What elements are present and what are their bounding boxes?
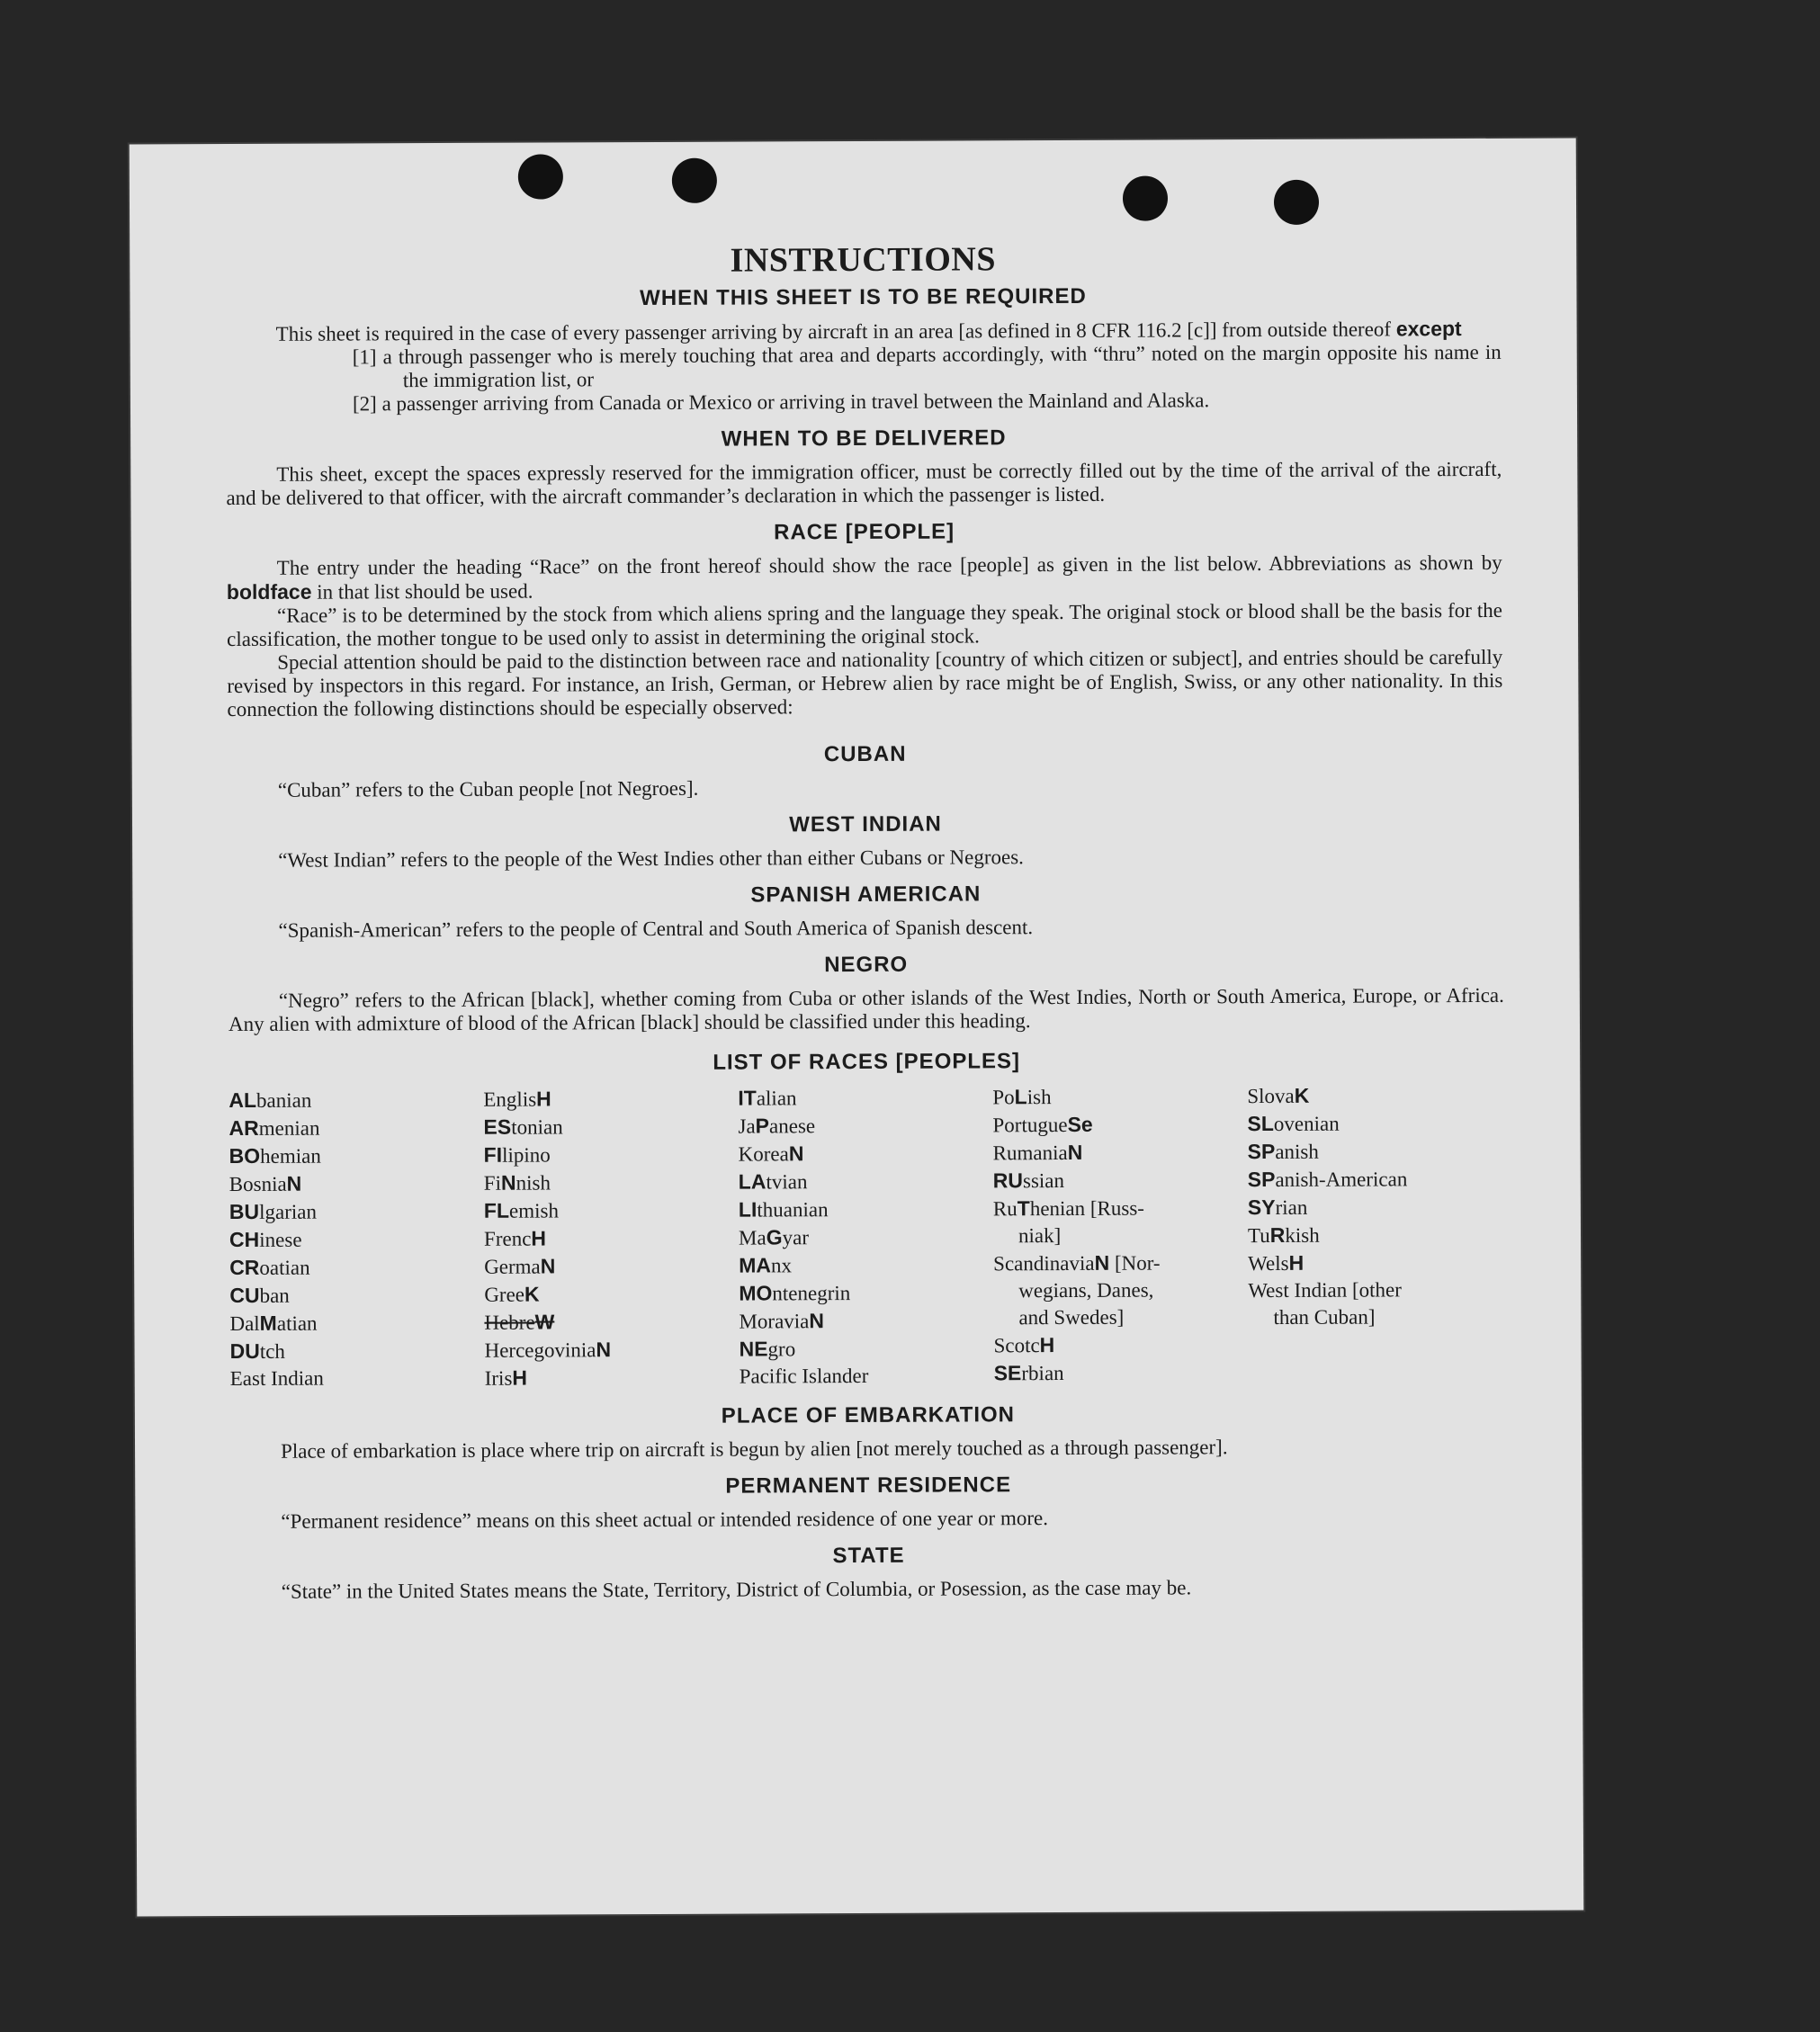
section-heading: WHEN THIS SHEET IS TO BE REQUIRED <box>640 283 1087 311</box>
race-text: Hercegovinia <box>484 1338 596 1362</box>
race-text: nx <box>770 1254 792 1277</box>
race-text: Iris <box>484 1366 513 1390</box>
race-abbrev: H <box>536 1087 551 1111</box>
race-item <box>993 1303 1248 1331</box>
paragraph: “State” in the United States means the State, Territory, District of Columbia, or Posession, as the case may be. <box>281 1576 1192 1603</box>
race-text: Hebre <box>484 1311 535 1334</box>
race-item <box>739 1222 993 1251</box>
race-text: rbian <box>1021 1361 1064 1385</box>
race-text: East Indian <box>229 1366 324 1391</box>
race-item <box>992 1082 1247 1111</box>
race-item <box>1248 1137 1505 1166</box>
paragraph: “Cuban” refers to the Cuban people [not Negroes]. <box>277 776 699 801</box>
race-abbrev: SL <box>1247 1111 1274 1136</box>
race-text: Ja <box>738 1114 756 1138</box>
race-item <box>229 1114 483 1142</box>
race-text: thuanian <box>757 1198 829 1222</box>
race-item <box>1247 1109 1504 1138</box>
section-heading: STATE <box>832 1543 905 1569</box>
section-heading: WHEN TO BE DELIVERED <box>721 425 1007 452</box>
race-abbrev: N <box>809 1309 825 1333</box>
race-text: Portugue <box>992 1113 1068 1137</box>
race-abbrev: SP <box>1247 1167 1276 1192</box>
race-abbrev: G <box>766 1225 783 1249</box>
race-abbrev: CU <box>229 1283 260 1308</box>
race-abbrev: CH <box>229 1227 260 1252</box>
race-item <box>1248 1276 1505 1304</box>
race-text: Ru <box>992 1197 1018 1221</box>
section-heading: NEGRO <box>824 952 909 978</box>
race-text: ntenegrin <box>772 1282 851 1305</box>
race-column <box>229 1086 484 1393</box>
race-item <box>993 1166 1248 1195</box>
race-text: Bosnia <box>229 1172 287 1196</box>
race-abbrev: FI <box>483 1142 503 1167</box>
race-item <box>484 1168 739 1197</box>
paragraph: “West Indian” refers to the people of the West Indies other than either Cubans or Negroes. <box>278 846 1024 872</box>
race-item <box>992 1110 1247 1139</box>
race-text: banian <box>256 1088 312 1112</box>
race-item <box>229 1086 483 1114</box>
race-item <box>484 1280 739 1309</box>
race-abbrev: M <box>259 1311 277 1335</box>
race-text: lipino <box>502 1143 551 1167</box>
emphasis-text: except <box>1395 317 1462 341</box>
section-heading: RACE [PEOPLE] <box>774 519 955 545</box>
race-abbrev: CR <box>229 1255 260 1280</box>
race-item <box>229 1197 484 1226</box>
paragraph: “Race” is to be determined by the stock from which aliens spring and the language they speak. The original stock or blood shall be the basis for the classification, the mother tongue to be used only to assist in determining the original stock. <box>227 598 1503 651</box>
race-text: tonian <box>511 1115 563 1139</box>
section-heading: SPANISH AMERICAN <box>750 882 982 908</box>
race-item <box>738 1111 992 1140</box>
race-text: yar <box>782 1226 810 1249</box>
race-item <box>483 1113 738 1141</box>
race-item <box>485 1364 740 1392</box>
race-text: Germa <box>484 1255 541 1278</box>
punch-hole <box>1274 180 1319 225</box>
race-item <box>739 1139 993 1168</box>
race-item <box>229 1253 484 1282</box>
race-text: tch <box>259 1339 285 1363</box>
race-abbrev: LI <box>738 1197 758 1222</box>
paragraph-text: This sheet is required in the case of every passenger arriving by aircraft in an area [as defined in 8 CFR 116.2 [c]] from outside thereof <box>275 318 1392 345</box>
race-text: ovenian <box>1273 1112 1340 1135</box>
race-text: Moravia <box>739 1310 810 1333</box>
race-text: gro <box>767 1338 796 1361</box>
paragraph-text: The entry under the heading “Race” on the front hereof should show the race [people] as given in the list below. Abbreviations as shown by <box>276 551 1502 579</box>
race-abbrev: AL <box>229 1088 257 1113</box>
race-abbrev: MO <box>739 1281 773 1305</box>
race-abbrev: MA <box>739 1253 771 1277</box>
race-abbrev: H <box>531 1226 547 1250</box>
race-text: niak] <box>1018 1224 1062 1248</box>
race-text: anish <box>1275 1140 1319 1163</box>
race-text: wegians, Danes, <box>1018 1278 1154 1302</box>
race-abbrev: N <box>286 1171 302 1195</box>
punch-hole <box>1123 175 1168 220</box>
race-item <box>993 1138 1248 1167</box>
race-abbrev: AR <box>229 1115 259 1141</box>
race-text: and Swedes] <box>1018 1305 1125 1329</box>
race-text: anish-American <box>1275 1168 1408 1191</box>
race-text: atian <box>276 1311 318 1335</box>
race-abbrev: T <box>1017 1196 1030 1221</box>
race-abbrev: R <box>1269 1222 1286 1247</box>
race-abbrev: H <box>1288 1250 1304 1275</box>
race-text: Rumania <box>992 1141 1068 1165</box>
race-column <box>992 1082 1248 1390</box>
race-abbrev: BU <box>229 1199 260 1224</box>
race-item <box>484 1308 739 1337</box>
race-text: Ma <box>738 1226 767 1249</box>
race-item <box>739 1167 993 1195</box>
section-heading: PLACE OF EMBARKATION <box>721 1402 1016 1428</box>
race-item <box>230 1365 485 1392</box>
race-abbrev: P <box>755 1114 770 1138</box>
race-column <box>738 1083 993 1391</box>
race-abbrev: K <box>1294 1083 1310 1107</box>
race-abbrev: SP <box>1247 1139 1276 1164</box>
race-text: ish <box>1027 1086 1052 1109</box>
section-heading: LIST OF RACES [PEOPLES] <box>713 1049 1021 1075</box>
race-text: Pacific Islander <box>739 1364 869 1388</box>
race-text: oatian <box>259 1256 310 1279</box>
race-text: Scandinavia <box>993 1251 1095 1276</box>
race-item <box>993 1330 1248 1359</box>
race-column <box>483 1085 739 1392</box>
race-abbrev: N <box>596 1338 612 1362</box>
race-text: Po <box>992 1086 1015 1109</box>
race-text: [Nor- <box>1109 1251 1161 1275</box>
instruction-sheet <box>130 139 1584 1917</box>
race-abbrev: N <box>788 1141 804 1166</box>
paragraph: This sheet, except the spaces expressly reserved for the immigration officer, must be correctly filled out by the time of the arrival of the aircraft, and be delivered to that officer, with the aircraft commander’s declaration in which the passenger is listed. <box>226 457 1502 510</box>
paragraph: “Spanish-American” refers to the people of Central and South America of Spanish descent. <box>278 916 1034 942</box>
race-item <box>229 1309 484 1338</box>
race-item <box>484 1252 739 1281</box>
race-item <box>229 1141 484 1170</box>
race-text: West Indian [other <box>1248 1278 1402 1302</box>
section-heading: PERMANENT RESIDENCE <box>725 1473 1012 1499</box>
section-heading: CUBAN <box>823 741 907 767</box>
race-abbrev: NE <box>739 1337 768 1361</box>
race-text: kish <box>1285 1223 1320 1247</box>
section-heading: WEST INDIAN <box>789 811 942 837</box>
emphasis-text: boldface <box>226 579 312 604</box>
race-text: Korea <box>738 1142 789 1166</box>
race-column <box>1247 1081 1505 1389</box>
race-item <box>484 1196 739 1225</box>
instructions-content <box>225 237 1507 1604</box>
race-abbrev: N <box>1094 1250 1110 1275</box>
race-text: Englis <box>483 1088 537 1111</box>
race-item <box>1247 1081 1504 1110</box>
race-item <box>1248 1165 1505 1194</box>
race-item <box>993 1222 1248 1249</box>
race-item <box>994 1358 1249 1387</box>
race-text: Tu <box>1247 1223 1270 1248</box>
race-abbrev: H <box>1039 1333 1055 1357</box>
race-item <box>229 1225 484 1254</box>
race-abbrev: ES <box>483 1114 512 1139</box>
paragraph <box>227 551 1502 604</box>
race-item <box>739 1278 993 1307</box>
race-text: than Cuban] <box>1273 1305 1376 1329</box>
race-item <box>229 1337 484 1365</box>
clause-1: [1] a through passenger who is merely touching that area and departs accordingly, with “thru” noted on the margin opposite his name in the immigration list, or <box>352 340 1502 392</box>
race-abbrev: SE <box>993 1361 1022 1385</box>
race-text: Fi <box>483 1171 501 1195</box>
punch-hole <box>672 158 717 203</box>
race-item <box>739 1334 993 1363</box>
race-text: ban <box>259 1284 290 1307</box>
race-item <box>484 1224 739 1253</box>
race-item <box>993 1249 1248 1277</box>
race-list <box>229 1081 1505 1393</box>
race-abbrev: BO <box>229 1143 261 1168</box>
race-item <box>740 1362 994 1390</box>
race-abbrev: L <box>1014 1085 1027 1109</box>
paragraph: “Negro” refers to the African [black], whether coming from Cuba or other islands of the West Indies, North or South America, Europe, or Africa. Any alien with admixture of blood of the African [black] should be classified under this heading. <box>228 983 1504 1036</box>
race-item <box>1248 1221 1505 1249</box>
race-item <box>993 1276 1248 1304</box>
race-text: anese <box>768 1114 816 1138</box>
race-abbrev: W <box>534 1310 555 1334</box>
race-item <box>738 1083 992 1112</box>
paragraph: “Permanent residence” means on this sheet actual or intended residence of one year or more. <box>281 1507 1048 1533</box>
race-item <box>993 1194 1248 1222</box>
race-item <box>484 1336 739 1365</box>
race-item <box>1248 1249 1505 1277</box>
race-item <box>1248 1303 1505 1331</box>
race-item <box>229 1281 484 1310</box>
race-item <box>483 1085 738 1114</box>
race-text: emish <box>508 1199 560 1222</box>
race-abbrev: RU <box>992 1168 1024 1193</box>
punch-hole <box>518 154 563 199</box>
race-abbrev: SY <box>1247 1195 1276 1220</box>
page-title: INSTRUCTIONS <box>730 240 997 280</box>
race-text: alian <box>756 1087 797 1110</box>
race-abbrev: H <box>512 1365 528 1390</box>
race-text: Gree <box>484 1283 525 1306</box>
race-text: menian <box>258 1116 320 1140</box>
clause-2: [2] a passenger arriving from Canada or Mexico or arriving in travel between the Mainland and Alaska. <box>352 389 1210 416</box>
race-abbrev: FL <box>483 1198 510 1222</box>
paragraph: Place of embarkation is place where trip on aircraft is begun by alien [not merely touched as a through passenger]. <box>280 1436 1228 1463</box>
race-text: inese <box>259 1228 302 1251</box>
race-abbrev: N <box>1067 1140 1083 1164</box>
race-text: nish <box>516 1171 551 1195</box>
race-abbrev: IT <box>738 1086 757 1110</box>
race-item <box>739 1250 993 1279</box>
race-item <box>484 1141 739 1169</box>
race-text: Frenc <box>483 1227 532 1250</box>
race-text: tvian <box>766 1170 808 1194</box>
race-text: ssian <box>1022 1168 1065 1193</box>
paragraph-text: in that list should be used. <box>317 579 533 604</box>
race-item <box>739 1195 993 1223</box>
race-text: lgarian <box>259 1200 318 1223</box>
race-item <box>739 1306 993 1335</box>
race-text: Dal <box>229 1311 260 1336</box>
paragraph: Special attention should be paid to the distinction between race and nationality [country of which citizen or subject], and entries should be carefully revised by inspectors in this regard. For instance, an Irish, German, or Hebrew alien by race might be of English, Swiss, or any other nationality. In this connection the following distinctions should be especially observed: <box>227 645 1503 721</box>
race-abbrev: DU <box>229 1338 260 1364</box>
race-text: henian [Russ- <box>1029 1196 1144 1221</box>
race-item <box>229 1169 484 1198</box>
race-abbrev: Se <box>1067 1112 1093 1136</box>
race-abbrev: K <box>524 1282 540 1306</box>
race-text: Wels <box>1248 1251 1289 1276</box>
race-abbrev: N <box>540 1254 556 1278</box>
race-abbrev: LA <box>738 1169 767 1194</box>
race-text: hemian <box>260 1144 321 1168</box>
race-text: rian <box>1275 1195 1308 1219</box>
race-item <box>1248 1193 1505 1222</box>
race-text: Scotc <box>993 1334 1040 1357</box>
race-text: Slova <box>1247 1084 1295 1108</box>
race-abbrev: N <box>500 1170 516 1195</box>
